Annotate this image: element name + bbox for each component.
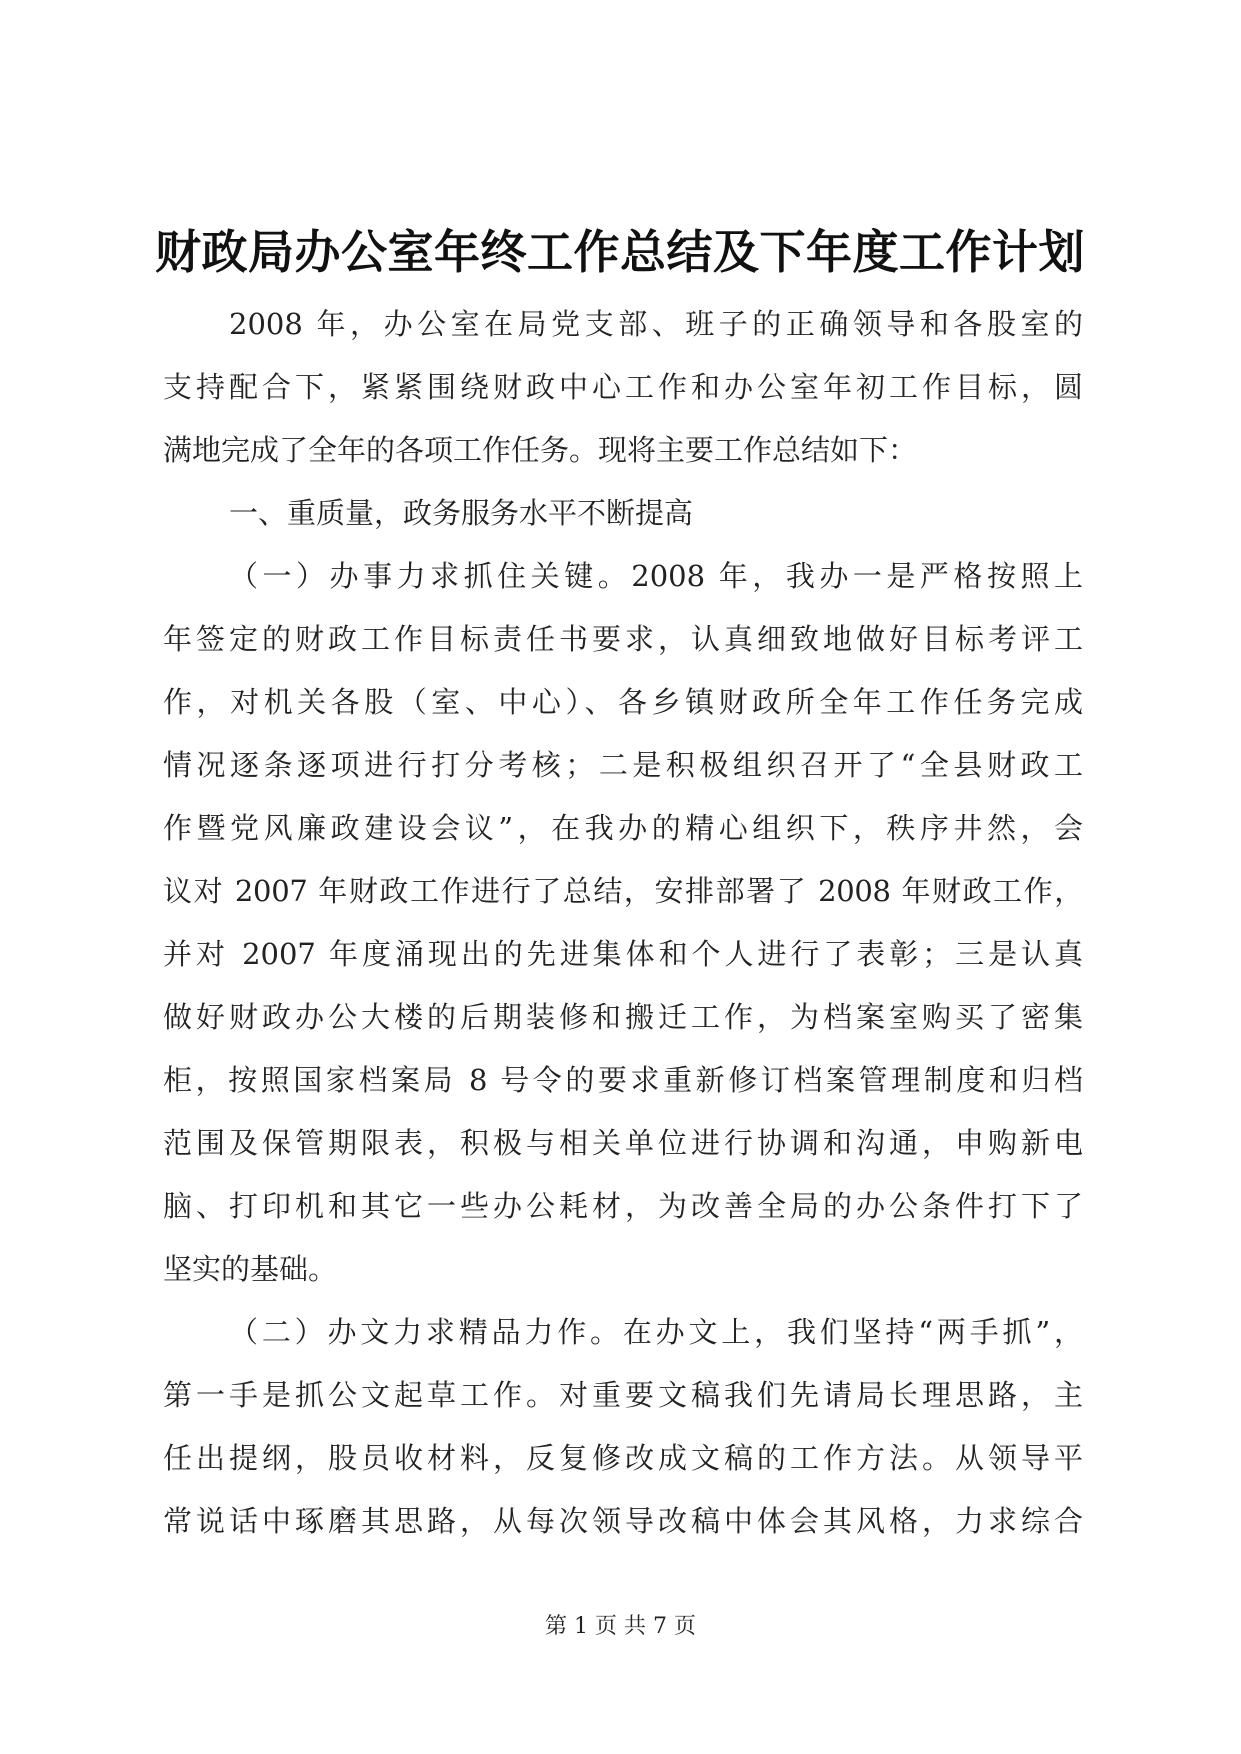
paragraph-line: （一）办事力求抓住关键。2008 年，我办一是严格按照上 — [229, 559, 1083, 593]
paragraph-line: 支持配合下，紧紧围绕财政中心工作和办公室年初工作目标，圆 — [163, 370, 1083, 404]
section-heading: 一、重质量，政务服务水平不断提高 — [229, 496, 694, 530]
paragraph-line: 第一手是抓公文起草工作。对重要文稿我们先请局长理思路，主 — [163, 1378, 1083, 1412]
paragraph-line: 议对 2007 年财政工作进行了总结，安排部署了 2008 年财政工作， — [163, 874, 1083, 908]
paragraph-line: 满地完成了全年的各项工作任务。现将主要工作总结如下： — [163, 433, 918, 467]
page-number-footer: 第 1 页 共 7 页 — [545, 1614, 696, 1639]
paragraph-line: （二）办文力求精品力作。在办文上，我们坚持“两手抓”， — [229, 1315, 1083, 1349]
paragraph-line: 范围及保管期限表，积极与相关单位进行协调和沟通，申购新电 — [163, 1126, 1083, 1160]
paragraph-line: 常说话中琢磨其思路，从每次领导改稿中体会其风格，力求综合 — [163, 1504, 1083, 1538]
paragraph-line: 柜，按照国家档案局 8 号令的要求重新修订档案管理制度和归档 — [163, 1063, 1083, 1097]
paragraph-line: 年签定的财政工作目标责任书要求，认真细致地做好目标考评工 — [163, 622, 1083, 656]
paragraph-line: 做好财政办公大楼的后期装修和搬迁工作，为档案室购买了密集 — [163, 1000, 1083, 1034]
paragraph-line: 2008 年，办公室在局党支部、班子的正确领导和各股室的 — [229, 307, 1083, 341]
paragraph-line: 并对 2007 年度涌现出的先进集体和个人进行了表彰；三是认真 — [163, 937, 1083, 971]
paragraph-line: 任出提纲，股员收材料，反复修改成文稿的工作方法。从领导平 — [163, 1441, 1083, 1475]
paragraph-line: 脑、打印机和其它一些办公耗材，为改善全局的办公条件打下了 — [163, 1189, 1083, 1223]
paragraph-line: 情况逐条逐项进行打分考核；二是积极组织召开了“全县财政工 — [163, 748, 1083, 782]
paragraph-line: 坚实的基础。 — [163, 1252, 338, 1286]
paragraph-line: 作，对机关各股（室、中心）、各乡镇财政所全年工作任务完成 — [163, 685, 1083, 719]
paragraph-line: 作暨党风廉政建设会议”，在我办的精心组织下，秩序井然，会 — [163, 811, 1083, 845]
document-body — [163, 293, 1083, 1553]
document-title: 财政局办公室年终工作总结及下年度工作计划 — [155, 225, 1085, 279]
